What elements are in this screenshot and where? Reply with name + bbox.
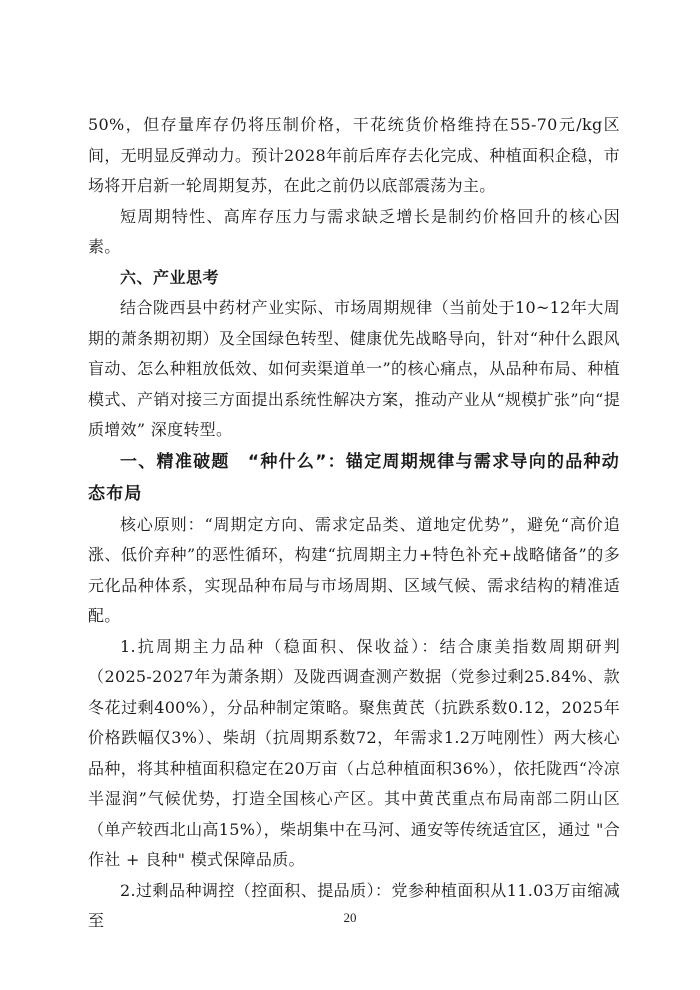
paragraph-intro: 结合陇西县中药材产业实际、市场周期规律（当前处于10~12年大周期的萧条期初期）及全国绿色转型、健康优先战略导向，针对“种什么跟风盲动、怎么种粗放低效、如何卖渠道单一”的核心痛点，从品种布局、种植模式、产销对接三方面提出系统性解决方案，推动产业从“规模扩张”向“提质增效” 深度转型。 xyxy=(88,298,620,439)
subsection-heading-what-to-plant: 一、精准破题 “种什么”：锚定周期规律与需求导向的品种动态布局 xyxy=(88,451,620,504)
paragraph-summary: 短周期特性、高库存压力与需求缺乏增长是制约价格回升的核心因素。 xyxy=(88,206,620,256)
paragraph-main-varieties: 1.抗周期主力品种（稳面积、保收益）：结合康美指数周期研判（2025-2027年为萧条期）及陇西调查测产数据（党参过剩25.84%、款冬花过剩400%），分品种制定策略。聚焦黄芪（抗跌系数0.12，2025年价格跌幅仅3%）、柴胡（抗周期系数72，年需求1.2万吨刚性）两大核心品种，将其种植面积稳定在20万亩（占总种植面积36%），依托陇西“冷凉半湿润”气候优势，打造全国核心产区。其中黄芪重点布局南部二阴山区（单产较西北山高15%），柴胡集中在马河、通安等传统适宜区，通过 "合作社 + 良种" 模式保障品质。 xyxy=(88,636,620,869)
paragraph-core-principle: 核心原则：“周期定方向、需求定品类、道地定优势”，避免“高价追涨、低价弃种”的恶性循环，构建“抗周期主力+特色补充+战略储备”的多元化品种体系，实现品种布局与市场周期、区域气候、需求结构的精准适配。 xyxy=(88,514,620,625)
document-page xyxy=(88,110,620,937)
section-heading-industry-thoughts: 六、产业思考 xyxy=(120,267,220,287)
paragraph-surplus-varieties: 2.过剩品种调控（控面积、提品质）：党参种植面积从11.03万亩缩减至 xyxy=(88,880,620,930)
page-number: 20 xyxy=(343,910,357,925)
paragraph-continuation: 50%，但存量库存仍将压制价格，干花统货价格维持在55-70元/kg区间，无明显反弹动力。预计2028年前后库存去化完成、种植面积企稳，市场将开启新一轮周期复苏，在此之前仍以底部震荡为主。 xyxy=(88,115,620,195)
